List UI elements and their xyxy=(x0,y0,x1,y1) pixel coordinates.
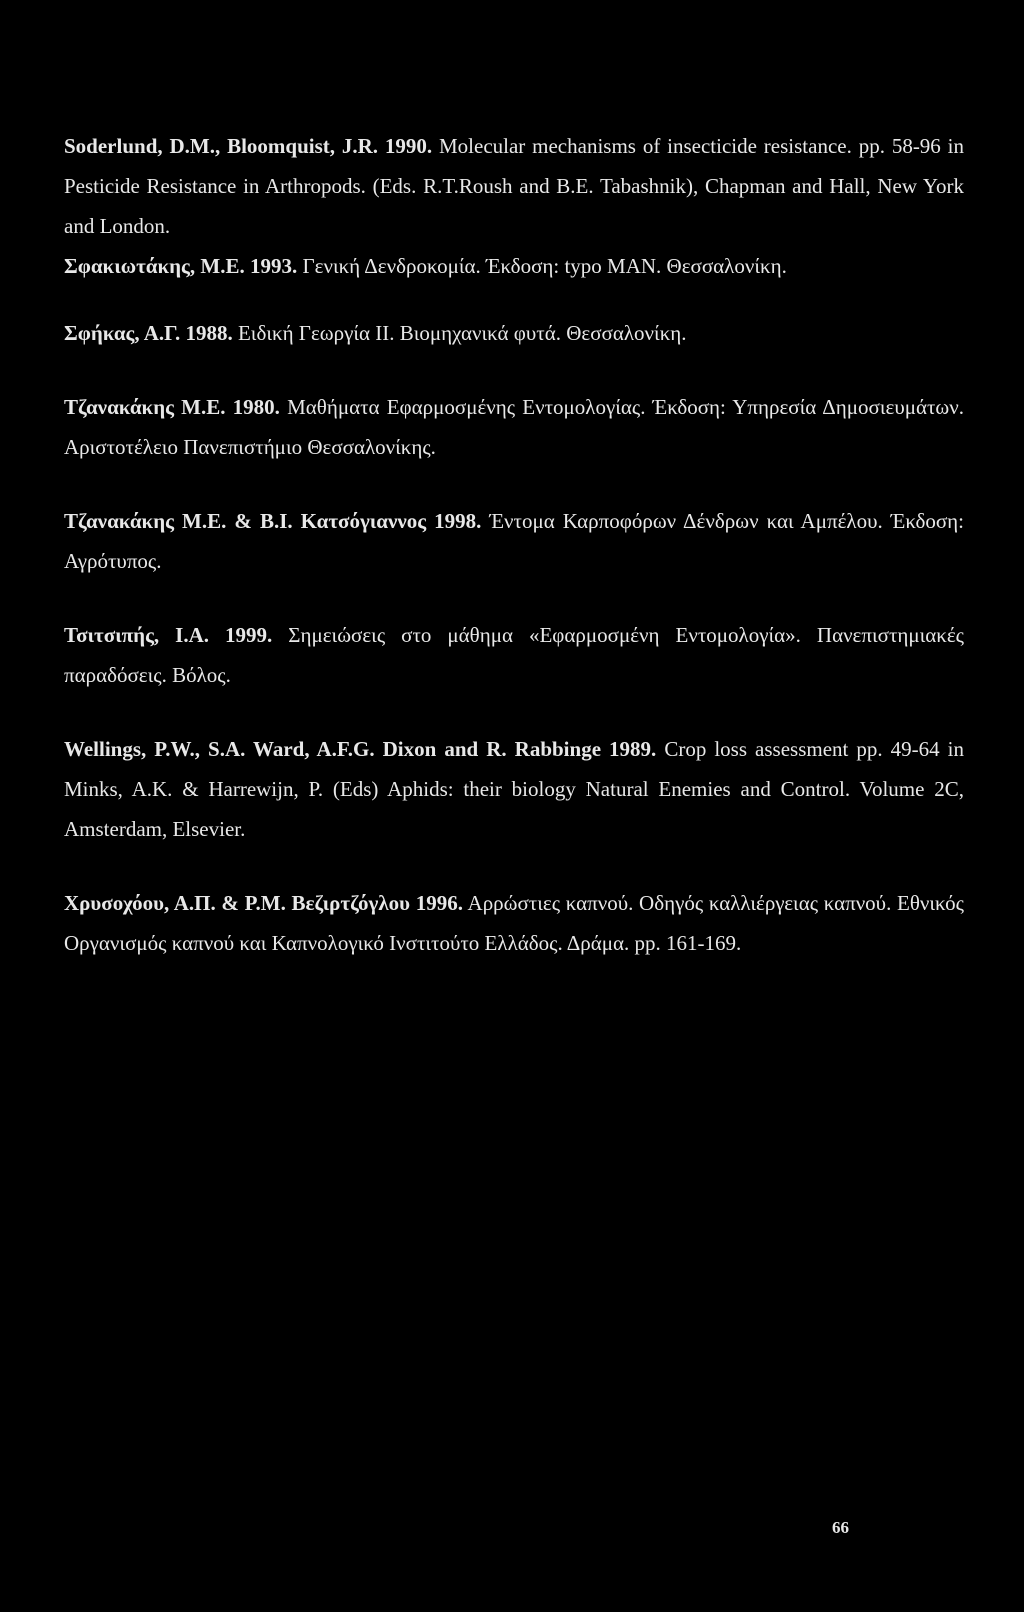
reference-authors: Χρυσοχόου, Α.Π. & Ρ.Μ. Βεζιρτζόγλου 1996. xyxy=(64,891,464,915)
reference-entry xyxy=(64,883,964,963)
reference-entry xyxy=(64,313,964,353)
reference-entry xyxy=(64,126,964,246)
reference-authors: Σφακιωτάκης, Μ.Ε. 1993. xyxy=(64,254,298,278)
reference-entry xyxy=(64,501,964,581)
reference-entry xyxy=(64,387,964,467)
reference-entry xyxy=(64,615,964,695)
reference-text: Γενική Δενδροκομία. Έκδοση: typo MAN. Θεσσαλονίκη. xyxy=(297,254,787,278)
reference-entry xyxy=(64,246,964,286)
reference-text: Crop loss assessment pp. 49-64 in Minks, A.K. & Harrewijn, P. (Eds) Aphids: their biology Natural Enemies and Control. Volume 2C, Amsterdam, Elsevier. xyxy=(64,737,964,841)
reference-text: Έντομα Καρποφόρων Δένδρων και Αμπέλου. Έκδοση: Αγρότυπος. xyxy=(64,509,964,573)
reference-text: Αρρώστιες καπνού. Οδηγός καλλιέργειας καπνού. Εθνικός Οργανισμός καπνού και Καπνολογικό Ινστιτούτο Ελλάδος. Δράμα. pp. 161-169. xyxy=(64,891,964,955)
reference-authors: Wellings, P.W., S.A. Ward, A.F.G. Dixon and R. Rabbinge 1989. xyxy=(64,737,657,761)
reference-list xyxy=(64,126,964,963)
reference-text: Σημειώσεις στο μάθημα «Εφαρμοσμένη Εντομολογία». Πανεπιστημιακές παραδόσεις. Βόλος. xyxy=(64,623,965,687)
page-number: 66 xyxy=(832,1518,849,1537)
reference-authors: Soderlund, D.M., Bloomquist, J.R. 1990. xyxy=(64,134,433,158)
reference-text: Μαθήματα Εφαρμοσμένης Εντομολογίας. Έκδοση: Υπηρεσία Δημοσιευμάτων. Αριστοτέλειο Πανεπιστήμιο Θεσσαλονίκης. xyxy=(64,395,964,459)
reference-authors: Τζανακάκης Μ.Ε. & Β.Ι. Κατσόγιαννος 1998. xyxy=(64,509,482,533)
reference-text: Molecular mechanisms of insecticide resistance. pp. 58-96 in Pesticide Resistance in Arthropods. (Eds. R.T.Roush and B.E. Tabashnik), Chapman and Hall, New York and London. xyxy=(64,134,964,238)
reference-authors: Τζανακάκης Μ.Ε. 1980. xyxy=(64,395,280,419)
reference-entry xyxy=(64,729,964,849)
reference-text: Ειδική Γεωργία II. Βιομηχανικά φυτά. Θεσσαλονίκη. xyxy=(232,321,687,345)
reference-authors: Τσιτσιπής, Ι.Α. 1999. xyxy=(64,623,273,647)
reference-authors: Σφήκας, Α.Γ. 1988. xyxy=(64,321,233,345)
